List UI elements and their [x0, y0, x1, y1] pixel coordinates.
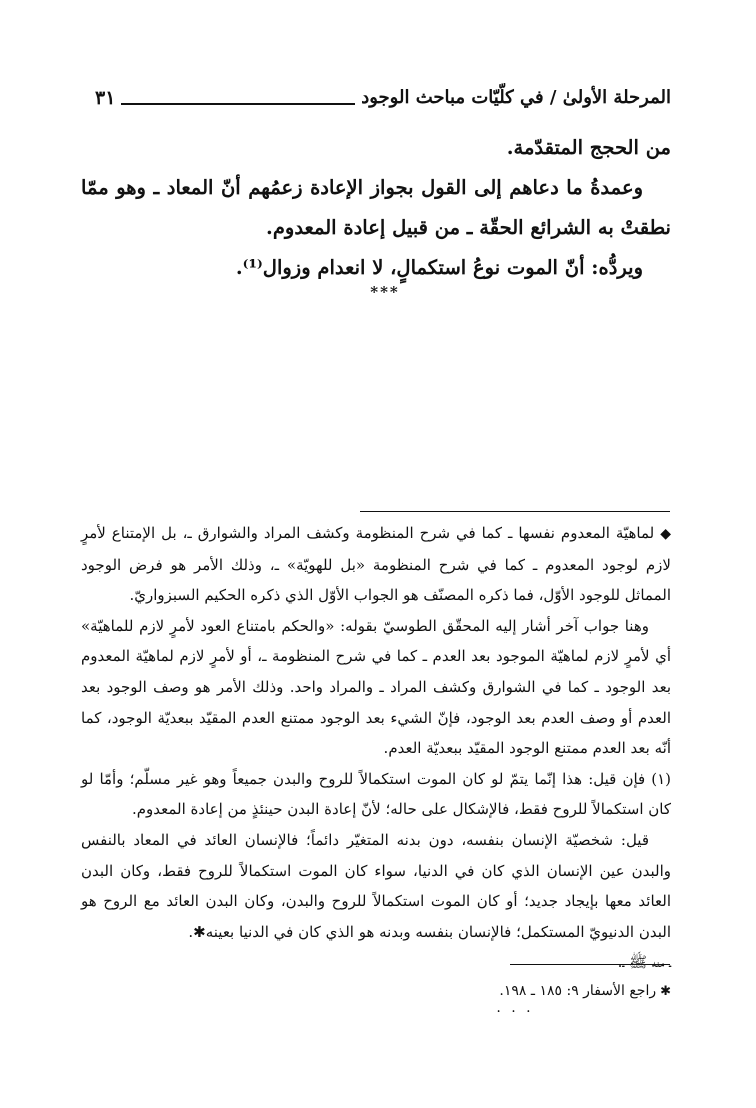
section-separator: *** [370, 283, 400, 301]
footnotes [81, 518, 671, 978]
footnote-continued-paragraph: وهنا جواب آخر أشار إليه المحقّق الطوسيّ بقوله: «والحكم بامتناع العود لأمرٍ لازم للماهيّة» أي لأمرٍ لازم لماهيّة الموجود بعد العدم ـ كما في شرح المنظومة ـ، أو لأمرٍ لازم لماهيّة المعدوم بعد الوجود ـ كما في الشوارق وكشف المراد ـ والمراد واحد. وذلك الأمر هو وصف الوجود بعد العدم أو وصف العدم بعد الوجود، فإنّ الشيء بعد الوجود ممتنع العدم المقيّد ببعديّة الوجود، كما أنّه بعد العدم ممتنع الوجود المقيّد ببعديّة العدم. [81, 616, 671, 758]
running-header [95, 78, 671, 112]
header-title: المرحلة الأولىٰ / في كلّيّات مباحث الوجود [361, 87, 671, 108]
footnote-rule [360, 511, 670, 512]
footnote-text: لماهيّة المعدوم نفسها ـ كما في شرح المنظومة وكشف المراد والشوارق ـ، بل الإمتناع لأمرٍ لازم لوجود المعدوم ـ كما في شرح المنظومة «بل للهويّة» ـ، وذلك الأمر هو فرض الوجود المماثل للوجود الأوّل، فما ذكره المصنّف هو الجواب الأوّل الذي ذكره الحكيم السبزواريّ. [81, 524, 671, 605]
main-paragraph: وعمدةُ ما دعاهم إلى القول بجواز الإعادة زعمُهم أنّ المعاد ـ وهو ممّا نطقتْ به الشرائع الحقّة ـ من قبيل إعادة المعدوم. [81, 176, 671, 239]
main-paragraph: ويردُّه: أنّ الموت نوعُ استكمالٍ، لا انعدام وزوال⁽¹⁾. [235, 256, 643, 279]
footnote-attribution: ـ منه ﷺ ـ. [617, 953, 671, 972]
footnote-text: فإن قيل: هذا إنّما يتمّ لو كان الموت استكمالاً للروح والبدن جميعاً وهو غير مسلّم؛ وأمّا لو كان استكمالاً للروح فقط، فالإشكال على حاله؛ لأنّ إعادة البدن حينئذٍ من إعادة المعدوم. [81, 769, 671, 819]
footnote-1-marker: (١) [651, 769, 671, 788]
reference-text: راجع الأسفار ٩: ١٨٥ ـ ١٩٨. [499, 983, 657, 999]
reference-rule [510, 964, 670, 965]
main-text [81, 128, 671, 288]
page-number: ٣١ [95, 87, 116, 109]
trailing-dots: . . . [496, 1000, 534, 1016]
footnote-1-paragraph [81, 764, 671, 825]
footnote-1-paragraph: قيل: شخصيّة الإنسان بنفسه، دون بدنه المتغيّر دائماً؛ فالإنسان العائد في المعاد بالنفس والبدن عين الإنسان الذي كان في الدنيا، سواء كان الموت استكمالاً للروح فقط، وكان البدن العائد معها بإيجاد جديد؛ أو كان الموت استكمالاً للروح والبدن، وكان البدن العائد مع الروح هو البدن الدنيويّ المستكمل؛ فالإنسان بنفسه وبدنه هو الذي كان في الدنيا بعينه✱. [81, 830, 671, 941]
header-rule [121, 103, 355, 105]
continuation-arrow-icon: ◆ [660, 526, 671, 542]
footnote-continued-paragraph [81, 518, 671, 611]
asterisk-icon: ✱ [660, 984, 671, 999]
main-paragraph: من الحجج المتقدّمة. [506, 136, 671, 159]
